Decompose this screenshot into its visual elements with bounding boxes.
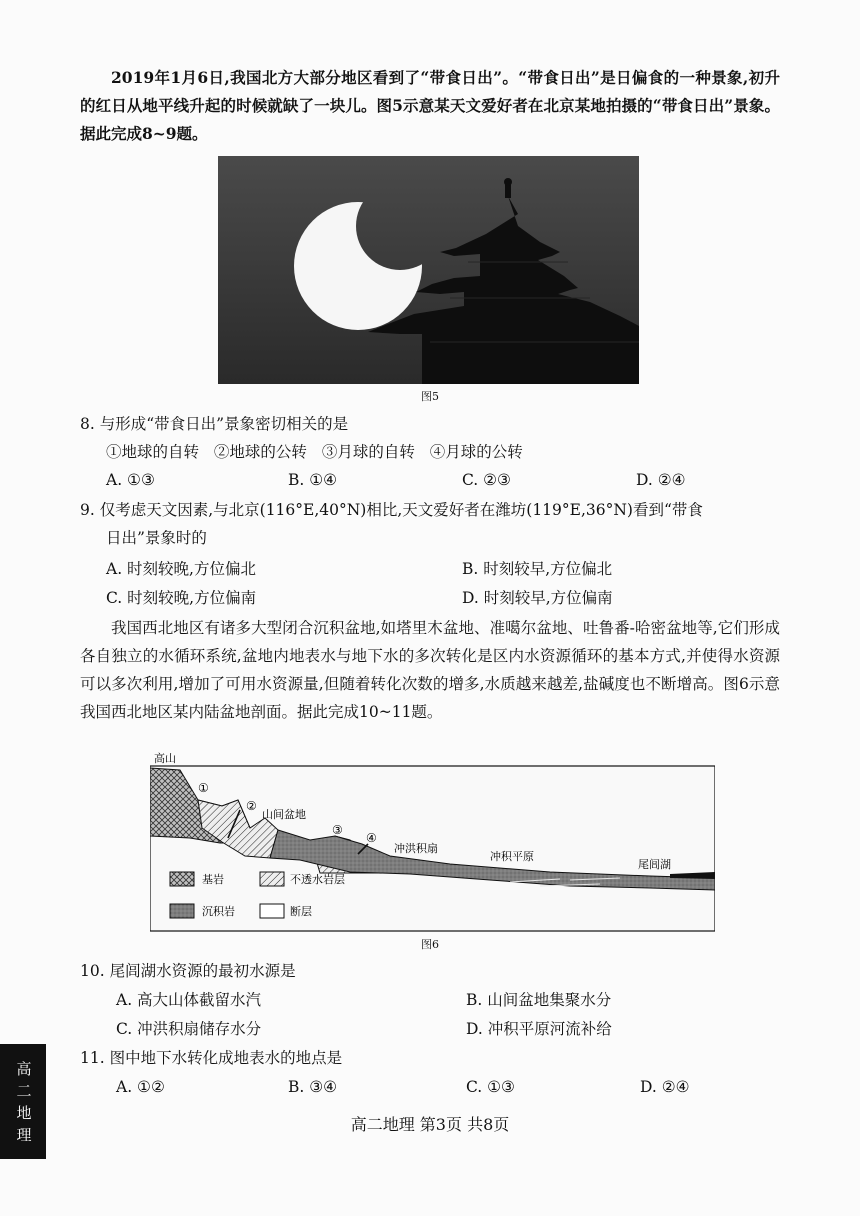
legend-swatch-bedrock [170, 872, 194, 886]
marker-1: ① [198, 781, 209, 795]
intro-paragraph-2: 我国西北地区有诸多大型闭合沉积盆地,如塔里木盆地、准噶尔盆地、吐鲁番-哈密盆地等,它们形成各自独立的水循环系统,盆地内地表水与地下水的多次转化是区内水资源循环的基本方式,并使得水资源可以多次利用,增加了可用水资源量,但随着转化次数的增多,水质越来越差,盐碱度也不断增高。图6示意我国西北地区某内陆盆地剖面。据此完成10~11题。 [80, 619, 780, 721]
marker-2: ② [246, 799, 257, 813]
marker-3: ③ [332, 823, 343, 837]
question-8-items: ①地球的自转 ②地球的公转 ③月球的自转 ④月球的公转 [106, 443, 523, 461]
figure-6-caption: 图6 [421, 938, 439, 951]
question-8-option-a[interactable]: A. ①③ [106, 471, 155, 489]
question-9-option-d[interactable]: D. 时刻较早,方位偏南 [462, 589, 613, 607]
question-11-option-c[interactable]: C. ①③ [466, 1078, 515, 1096]
legend-fault: 断层 [290, 905, 312, 918]
marker-4: ④ [366, 831, 377, 845]
legend-swatch-impermeable [260, 872, 284, 886]
legend-bedrock: 基岩 [202, 873, 224, 886]
solar-eclipse-photo [218, 156, 639, 384]
question-11-option-b[interactable]: B. ③④ [288, 1078, 338, 1096]
page-footer: 高二地理 第3页 共8页 [350, 1115, 510, 1134]
question-10-option-d[interactable]: D. 冲积平原河流补给 [466, 1020, 612, 1038]
legend-impermeable: 不透水岩层 [290, 873, 345, 886]
question-8-option-d[interactable]: D. ②④ [636, 471, 686, 489]
eclipse-temple-illustration [218, 156, 639, 384]
intro-paragraph-1: 2019年1月6日,我国北方大部分地区看到了“带食日出”。“带食日出”是日偏食的一种景象,初升的红日从地平线升起的时候就缺了一块儿。图5示意某天文爱好者在北京某地拍摄的“带食日出”景象。据此完成8~9题。 [80, 68, 780, 143]
question-9-stem-line1: 9. 仅考虑天文因素,与北京(116°E,40°N)相比,天文爱好者在潍坊(119°E,36°N)看到“带食 [80, 501, 703, 519]
question-10-option-b[interactable]: B. 山间盆地集聚水分 [466, 991, 612, 1009]
question-11-option-d[interactable]: D. ②④ [640, 1078, 690, 1096]
question-8-option-b[interactable]: B. ①④ [288, 471, 338, 489]
basin-profile-diagram [150, 748, 715, 933]
label-high-mountain: 高山 [154, 752, 176, 765]
legend-sedimentary: 沉积岩 [202, 905, 235, 918]
legend-swatch-fault [260, 904, 284, 918]
question-11-stem: 11. 图中地下水转化成地表水的地点是 [80, 1049, 343, 1067]
question-10-option-a[interactable]: A. 高大山体截留水汽 [116, 991, 262, 1009]
label-basin: 山间盆地 [262, 808, 306, 821]
side-tab-label: 高二地理 [16, 1060, 32, 1144]
figure-5-caption: 图5 [421, 390, 439, 403]
question-9-option-b[interactable]: B. 时刻较早,方位偏北 [462, 560, 613, 578]
basin-cross-section [150, 748, 715, 933]
question-9-stem-line2: 日出”景象时的 [106, 529, 207, 547]
question-8-stem: 8. 与形成“带食日出”景象密切相关的是 [80, 415, 349, 433]
question-10-option-c[interactable]: C. 冲洪积扇储存水分 [116, 1020, 262, 1038]
question-10-stem: 10. 尾闾湖水资源的最初水源是 [80, 962, 296, 980]
label-alluvial-plain: 冲积平原 [490, 850, 534, 863]
question-9-option-c[interactable]: C. 时刻较晚,方位偏南 [106, 589, 257, 607]
legend-swatch-sedimentary [170, 904, 194, 918]
label-alluvial-fan: 冲洪积扇 [394, 842, 438, 855]
subject-side-tab [0, 1044, 46, 1159]
label-terminal-lake: 尾闾湖 [638, 858, 671, 871]
question-8-option-c[interactable]: C. ②③ [462, 471, 511, 489]
question-9-option-a[interactable]: A. 时刻较晚,方位偏北 [106, 560, 256, 578]
question-11-option-a[interactable]: A. ①② [116, 1078, 165, 1096]
